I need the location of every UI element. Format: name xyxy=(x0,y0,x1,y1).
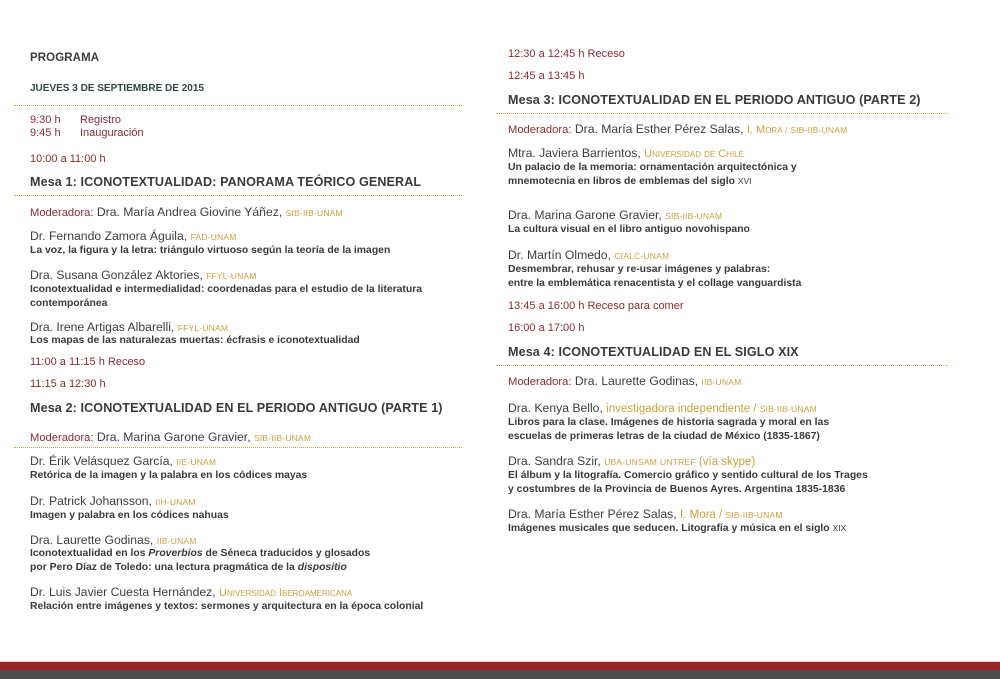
moderator-name: Dra. Laurette Godinas, xyxy=(574,374,699,388)
mesa4-time: 16:00 a 17:00 h xyxy=(508,322,585,334)
speaker-institution: SIB-IIB-UNAM xyxy=(665,211,723,221)
moderator-label: Moderadora: xyxy=(30,432,94,444)
talk-title: La voz, la figura y la letra: triángulo virtuoso según la teoría de la imagen xyxy=(30,245,391,256)
break-time: 13:45 a 16:00 h Receso para comer xyxy=(508,300,684,312)
talk-title: contemporánea xyxy=(30,298,108,309)
speaker-institution: FAD-UNAM xyxy=(190,232,237,242)
talk-speaker xyxy=(30,229,237,243)
speaker-name: Dra. Laurette Godinas, xyxy=(30,533,154,547)
speaker-institution: FFYL-UNAM xyxy=(206,271,257,281)
talk-title-part: mnemotecnia en libros de emblemas del siglo xyxy=(508,176,738,187)
day-heading: JUEVES 3 DE SEPTIEMBRE DE 2015 xyxy=(30,83,204,94)
mesa3-moderator xyxy=(508,122,847,136)
moderator-institution: I. Mora xyxy=(746,124,783,136)
moderator-label: Moderadora: xyxy=(508,124,572,136)
moderator-name: Dra. María Esther Pérez Salas, xyxy=(574,122,744,136)
opening-label: Inauguración xyxy=(80,127,144,139)
mesa2-time: 11:15 a 12:30 h xyxy=(30,378,106,390)
speaker-institution: Universidad Iberoamericana xyxy=(219,587,353,599)
talk-speaker xyxy=(30,454,216,468)
talk-speaker xyxy=(508,454,755,468)
talk-title: Los mapas de las naturalezas muertas: écfrasis e iconotextualidad xyxy=(30,335,360,346)
moderator-label: Moderadora: xyxy=(30,207,94,219)
speaker-name: Dra. Kenya Bello, xyxy=(508,401,603,415)
talk-speaker xyxy=(30,533,197,547)
divider xyxy=(14,195,462,196)
divider xyxy=(496,365,948,366)
talk-speaker xyxy=(508,401,817,415)
break-time: 11:00 a 11:15 h Receso xyxy=(30,356,146,368)
talk-speaker xyxy=(30,494,196,508)
opening-time: 9:30 h xyxy=(30,114,61,126)
footer-red-bar xyxy=(0,662,1000,670)
moderator-institution: SIB-IIB-UNAM xyxy=(253,433,312,443)
century-numeral: XIX xyxy=(832,523,847,533)
talk-title: Libros para la clase. Imágenes de historia sagrada y moral en las xyxy=(508,417,830,428)
talk-speaker xyxy=(30,320,228,334)
talk-title xyxy=(30,547,370,561)
speaker-institution: IIB-UNAM xyxy=(156,536,197,546)
speaker-institution: SIB-IIB-UNAM xyxy=(759,404,817,414)
divider xyxy=(496,113,948,114)
footer-gray-bar xyxy=(0,670,1000,679)
speaker-institution: Universidad de Chile xyxy=(644,148,744,160)
talk-title xyxy=(508,522,846,536)
talk-title-part: de Séneca traducidos y glosados xyxy=(202,548,371,559)
talk-speaker xyxy=(508,208,722,222)
talk-title-part: Imágenes musicales que seducen. Litografía y música en el siglo xyxy=(508,523,833,534)
mesa3-title: Mesa 3: ICONOTEXTUALIDAD EN EL PERIODO ANTIGUO (PARTE 2) xyxy=(508,93,921,107)
speaker-institution: CIALC-UNAM xyxy=(614,251,670,261)
divider xyxy=(14,447,462,448)
mesa4-moderator xyxy=(508,374,741,388)
talk-speaker xyxy=(30,268,257,282)
mesa2-title: Mesa 2: ICONOTEXTUALIDAD EN EL PERIODO ANTIGUO (PARTE 1) xyxy=(30,401,443,415)
speaker-institution: IIH-UNAM xyxy=(155,497,196,507)
talk-title: escuelas de primeras letras de la ciudad de México (1835-1867) xyxy=(508,431,820,442)
speaker-institution: FFYL-UNAM xyxy=(177,323,229,333)
speaker-name: Dra. Susana González Aktories, xyxy=(30,268,203,282)
moderator-institution: SIB-IIB-UNAM xyxy=(285,208,343,218)
talk-title: Desmembrar, rehusar y re-usar imágenes y palabras: xyxy=(508,264,771,275)
speaker-institution: SIB-IIB-UNAM xyxy=(725,510,783,520)
talk-title: Retórica de la imagen y la palabra en los códices mayas xyxy=(30,470,308,481)
speaker-name: Dr. Patrick Johansson, xyxy=(30,494,152,508)
speaker-name: Dra. Sandra Szir, xyxy=(508,454,601,468)
divider xyxy=(14,105,462,106)
talk-title: Relación entre imágenes y textos: sermones y arquitectura en la época colonial xyxy=(30,601,424,612)
talk-title-part: Iconotextualidad en los xyxy=(30,548,149,559)
talk-speaker xyxy=(508,507,783,521)
speaker-name: Dr. Martín Olmedo, xyxy=(508,248,611,262)
mesa1-title: Mesa 1: ICONOTEXTUALIDAD: PANORAMA TEÓRICO GENERAL xyxy=(30,175,422,189)
talk-title: y costumbres de la Provincia de Buenos Ayres. Argentina 1835-1836 xyxy=(508,484,846,495)
moderator-institution: IIB-UNAM xyxy=(701,377,742,387)
moderator-name: Dra. María Andrea Giovine Yáñez, xyxy=(96,205,283,219)
speaker-name: Dra. Marina Garone Gravier, xyxy=(508,208,662,222)
talk-speaker xyxy=(30,585,352,599)
talk-title-italic: Proverbios xyxy=(148,548,203,559)
mesa1-time: 10:00 a 11:00 h xyxy=(30,153,106,165)
talk-speaker xyxy=(508,248,669,262)
mesa2-moderator xyxy=(30,430,311,444)
moderator-institution: / SIB-IIB-UNAM xyxy=(782,125,848,135)
speaker-name: Dra. Irene Artigas Albarelli, xyxy=(30,320,175,334)
mesa4-title: Mesa 4: ICONOTEXTUALIDAD EN EL SIGLO XIX xyxy=(508,345,799,359)
talk-title xyxy=(508,175,752,189)
speaker-institution: investigadora independiente / xyxy=(606,403,760,415)
talk-title-italic: dispositio xyxy=(297,562,347,573)
talk-title: La cultura visual en el libro antiguo novohispano xyxy=(508,224,750,235)
speaker-name: Dra. María Esther Pérez Salas, xyxy=(508,507,677,521)
talk-title: Imagen y palabra en los códices nahuas xyxy=(30,510,229,521)
moderator-label: Moderadora: xyxy=(508,376,572,388)
talk-title: Un palacio de la memoria: ornamentación arquitectónica y xyxy=(508,162,797,173)
opening-label: Registro xyxy=(80,114,121,126)
speaker-name: Dr. Érik Velásquez García, xyxy=(30,454,173,468)
talk-speaker xyxy=(508,146,744,160)
speaker-name: Mtra. Javiera Barrientos, xyxy=(508,146,641,160)
mesa3-time: 12:45 a 13:45 h xyxy=(508,70,585,82)
speaker-name: Dr. Luis Javier Cuesta Hernández, xyxy=(30,585,216,599)
mesa1-moderator xyxy=(30,205,343,219)
opening-time: 9:45 h xyxy=(30,127,61,139)
talk-title-part: por Pero Díaz de Toledo: una lectura pragmática de la xyxy=(30,562,298,573)
break-time: 12:30 a 12:45 h Receso xyxy=(508,48,625,60)
talk-title: Iconotextualidad e intermedialidad: coordenadas para el estudio de la literatura xyxy=(30,284,423,295)
speaker-name: Dr. Fernando Zamora Águila, xyxy=(30,229,188,243)
speaker-note: (vía skype) xyxy=(695,456,756,468)
talk-title: entre la emblemática renacentista y el collage vanguardista xyxy=(508,278,802,289)
talk-title xyxy=(30,561,347,575)
program-title: PROGRAMA xyxy=(30,52,100,64)
century-numeral: XVI xyxy=(737,176,752,186)
moderator-name: Dra. Marina Garone Gravier, xyxy=(96,430,251,444)
speaker-institution: UBA-UNSAM-UNTREF xyxy=(604,457,696,467)
talk-title: El álbum y la litografía. Comercio gráfico y sentido cultural de los Trages xyxy=(508,470,868,481)
speaker-institution: IIE-UNAM xyxy=(176,457,217,467)
speaker-institution: I. Mora / xyxy=(680,509,726,521)
